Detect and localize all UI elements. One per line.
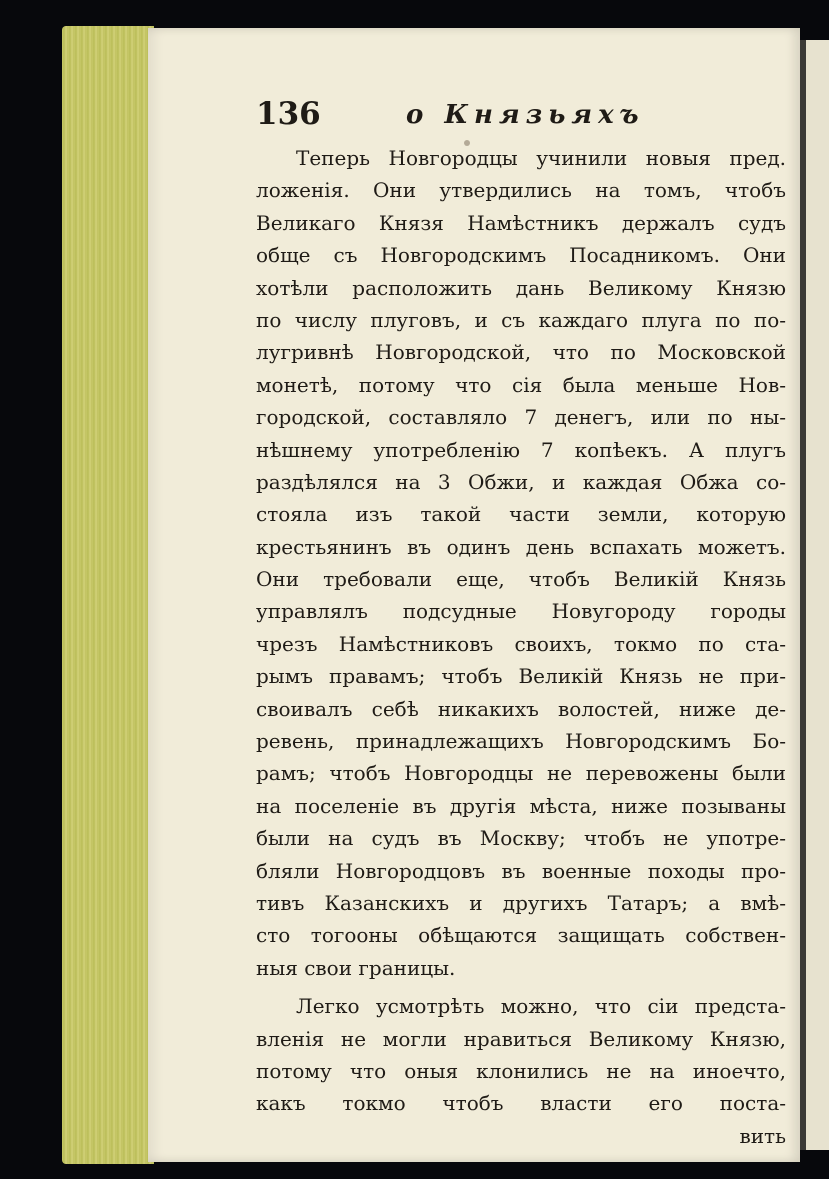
- text-line: бляли Новгородцовъ въ военные походы про-: [256, 858, 786, 883]
- text-line: обще съ Новгородскимъ Посадникомъ. Они: [256, 243, 786, 268]
- text-line: по числу плуговъ, и съ каждаго плуга по по-: [256, 307, 786, 332]
- text-line: Легко усмотрѣть можно, что сіи предста-: [296, 994, 786, 1019]
- next-page-edge: [800, 40, 829, 1150]
- page-edge: [62, 26, 154, 1164]
- text-line: на поселеніе въ другія мѣста, ниже позываны: [256, 793, 786, 818]
- text-line: хотѣли расположить дань Великому Князю: [256, 275, 786, 300]
- text-line: нѣшнему употребленію 7 копѣекъ. А плугъ: [256, 437, 786, 462]
- text-line: ревень, принадлежащихъ Новгородскимъ Бо-: [256, 729, 786, 754]
- text-line: крестьянинъ въ одинъ день вспахать можетъ.: [256, 534, 786, 559]
- text-line: тивъ Казанскихъ и другихъ Татаръ; а вмѣ-: [256, 890, 786, 915]
- text-line: ныя свои границы.: [256, 955, 456, 980]
- text-line: рымъ правамъ; чтобъ Великій Князь не при-: [256, 664, 786, 689]
- text-line: своивалъ себѣ никакихъ волостей, ниже де-: [256, 696, 786, 721]
- text-line: рамъ; чтобъ Новгородцы не перевожены были: [256, 761, 786, 786]
- text-line: были на судъ въ Москву; чтобъ не употре-: [256, 826, 786, 851]
- text-line: монетѣ, потому что сія была меньше Нов-: [256, 372, 786, 397]
- text-line: Теперь Новгородцы учинили новыя пред.: [296, 146, 786, 170]
- running-title: о Князьяхъ: [406, 100, 645, 130]
- text-line: потому что оныя клонились не на иноечто,: [256, 1058, 786, 1083]
- body-text: [256, 142, 786, 1152]
- text-line: стояла изъ такой части земли, которую: [256, 502, 786, 527]
- text-line: раздѣлялся на 3 Обжи, и каждая Обжа со-: [256, 469, 786, 494]
- book-page: [148, 28, 800, 1162]
- text-line: управлялъ подсудные Новугороду городы: [256, 599, 786, 624]
- catchword: вить: [739, 1123, 786, 1148]
- page-header: [256, 96, 786, 146]
- text-line: Они требовали еще, чтобъ Великій Князь: [256, 567, 786, 592]
- text-line: вленія не могли нравиться Великому Князю,: [256, 1026, 786, 1051]
- text-line: городской, составляло 7 денегъ, или по ны-: [256, 405, 786, 430]
- text-line: лугривнѣ Новгородской, что по Московской: [256, 340, 786, 365]
- text-line: Великаго Князя Намѣстникъ держалъ судъ: [256, 210, 786, 235]
- text-line: ложенія. Они утвердились на томъ, чтобъ: [256, 178, 786, 203]
- text-line: чрезъ Намѣстниковъ своихъ, токмо по ста-: [256, 631, 786, 656]
- page-number: 136: [256, 96, 321, 132]
- text-line: сто тогооны обѣщаются защищать собствен-: [256, 923, 786, 948]
- text-line: какъ токмо чтобъ власти его поста-: [256, 1091, 786, 1116]
